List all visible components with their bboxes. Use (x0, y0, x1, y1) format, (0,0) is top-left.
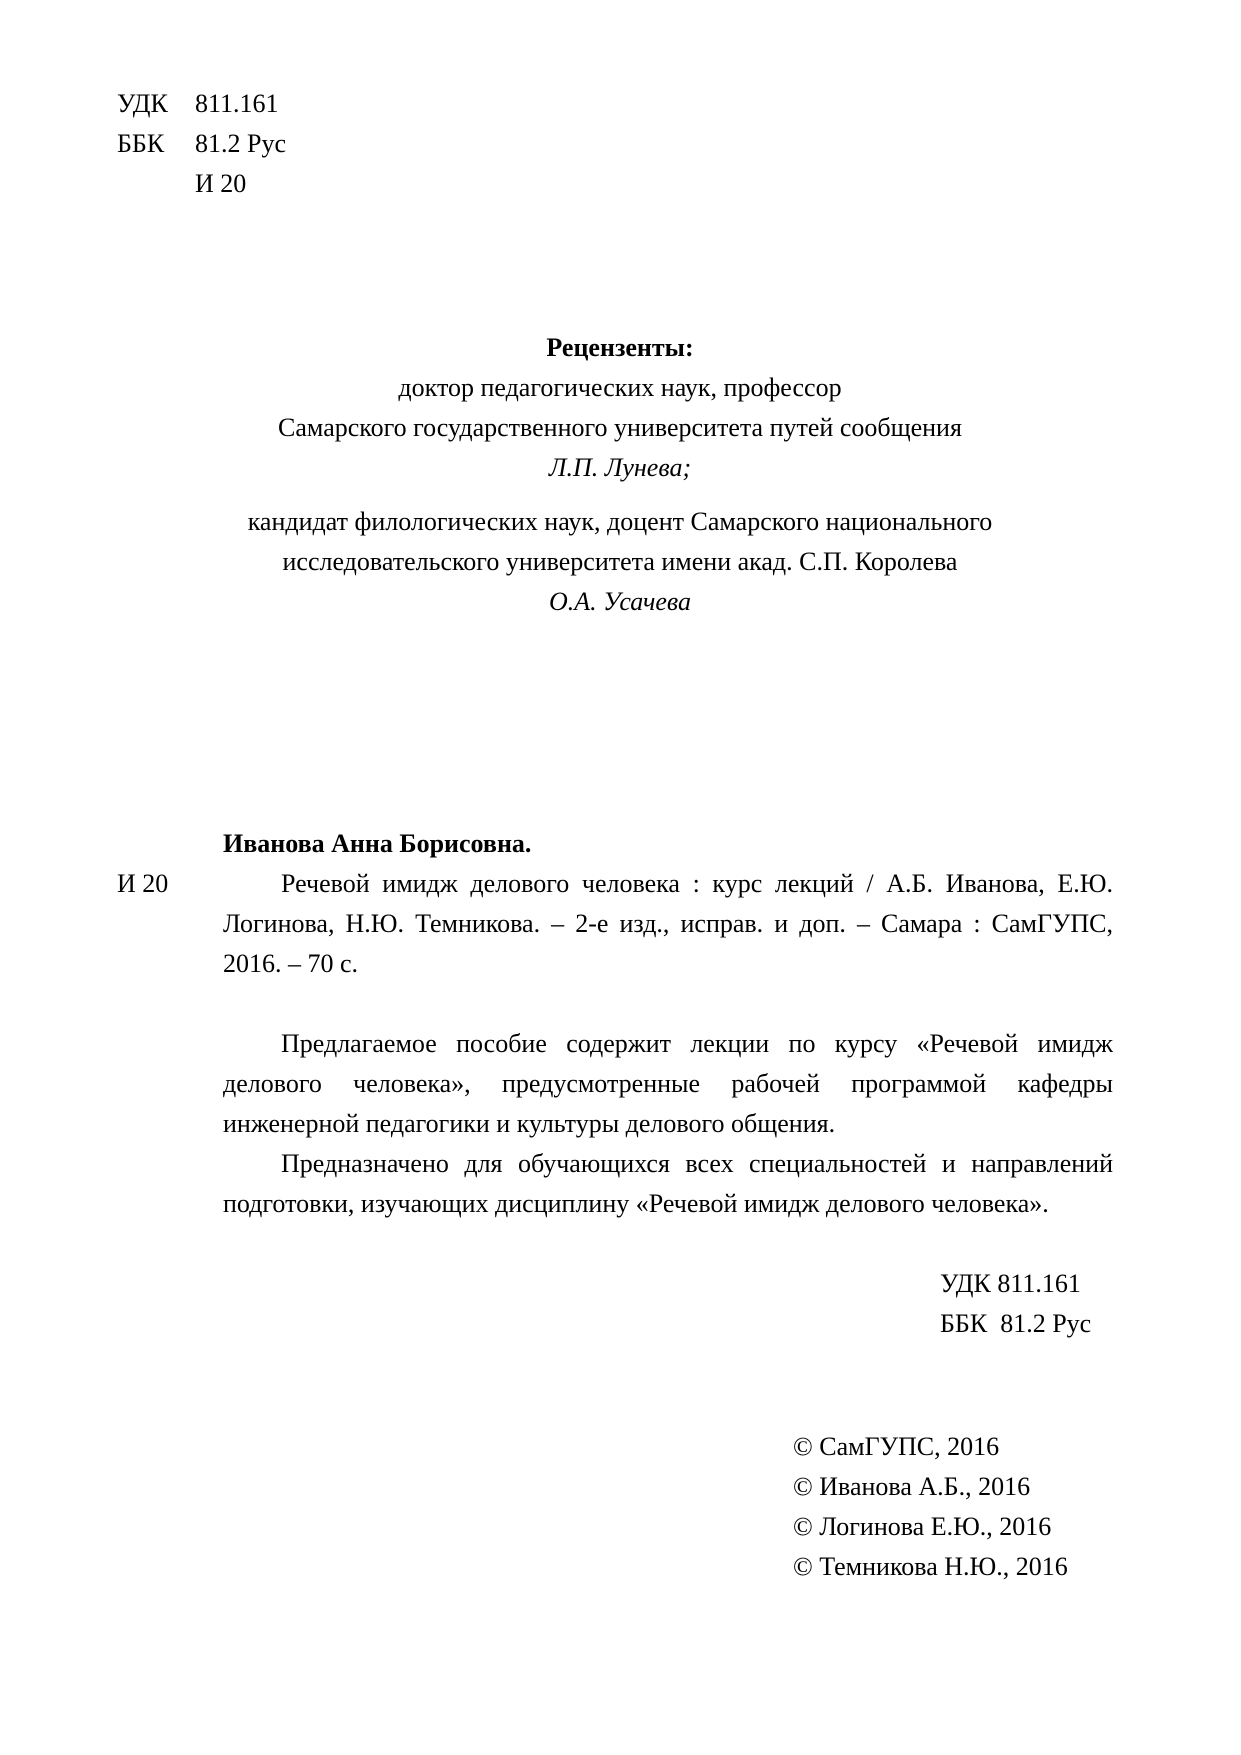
annotation-udk: УДК 811.161 (940, 1269, 1081, 1298)
annotation-codes (940, 1264, 1091, 1344)
copyright-block (793, 1427, 1068, 1587)
copyright-line: © СамГУПС, 2016 (793, 1432, 1000, 1461)
udk-code (117, 84, 279, 124)
bbk-label: ББК (117, 129, 165, 158)
reviewer1-line2: Самарского государственного университета путей сообщения (278, 413, 962, 442)
author-mark-text: И 20 (195, 169, 247, 198)
abstract-paragraph-2: Предназначено для обучающихся всех специальностей и направлений подготовки, изучающих дисциплину «Речевой имидж делового человека». (223, 1149, 1113, 1218)
reviewer2-name: О.А. Усачева (548, 587, 691, 616)
reviewers-gap (160, 488, 1080, 502)
bbk-value: 81.2 Рус (195, 129, 286, 158)
bbk-code (117, 124, 286, 164)
reviewer1-name: Л.П. Лунева; (548, 453, 692, 482)
udk-value: 811.161 (195, 89, 279, 118)
copyright-line: © Иванова А.Б., 2016 (793, 1472, 1031, 1501)
copyright-line: © Темникова Н.Ю., 2016 (793, 1552, 1068, 1581)
annotation-bbk: ББК 81.2 Рус (940, 1309, 1092, 1338)
abstract-paragraph-1: Предлагаемое пособие содержит лекции по курсу «Речевой имидж делового человека», предусмотренные рабочей программой кафедры инженерной педагогики и культуры делового общения. (223, 1029, 1113, 1138)
annotation-index-mark: И 20 (117, 869, 169, 898)
reviewer2-line1: кандидат филологических наук, доцент Самарского национального (247, 507, 993, 536)
reviewers-heading: Рецензенты: (546, 333, 694, 362)
copyright-line: © Логинова Е.Ю., 2016 (793, 1512, 1052, 1541)
reviewer2-line2: исследовательского университета имени акад. С.П. Королева (282, 547, 958, 576)
annotation-author: Иванова Анна Борисовна. (223, 829, 532, 858)
reviewers-block (160, 328, 1080, 622)
author-mark (195, 164, 246, 204)
reviewer1-line1: доктор педагогических наук, профессор (398, 373, 842, 402)
bibliographic-description: Речевой имидж делового человека : курс лекций / А.Б. Иванова, Е.Ю. Логинова, Н.Ю. Темникова. – 2-е изд., исправ. и доп. – Самара : СамГУПС, 2016. – 70 с. (223, 869, 1113, 978)
udk-label: УДК (117, 89, 168, 118)
